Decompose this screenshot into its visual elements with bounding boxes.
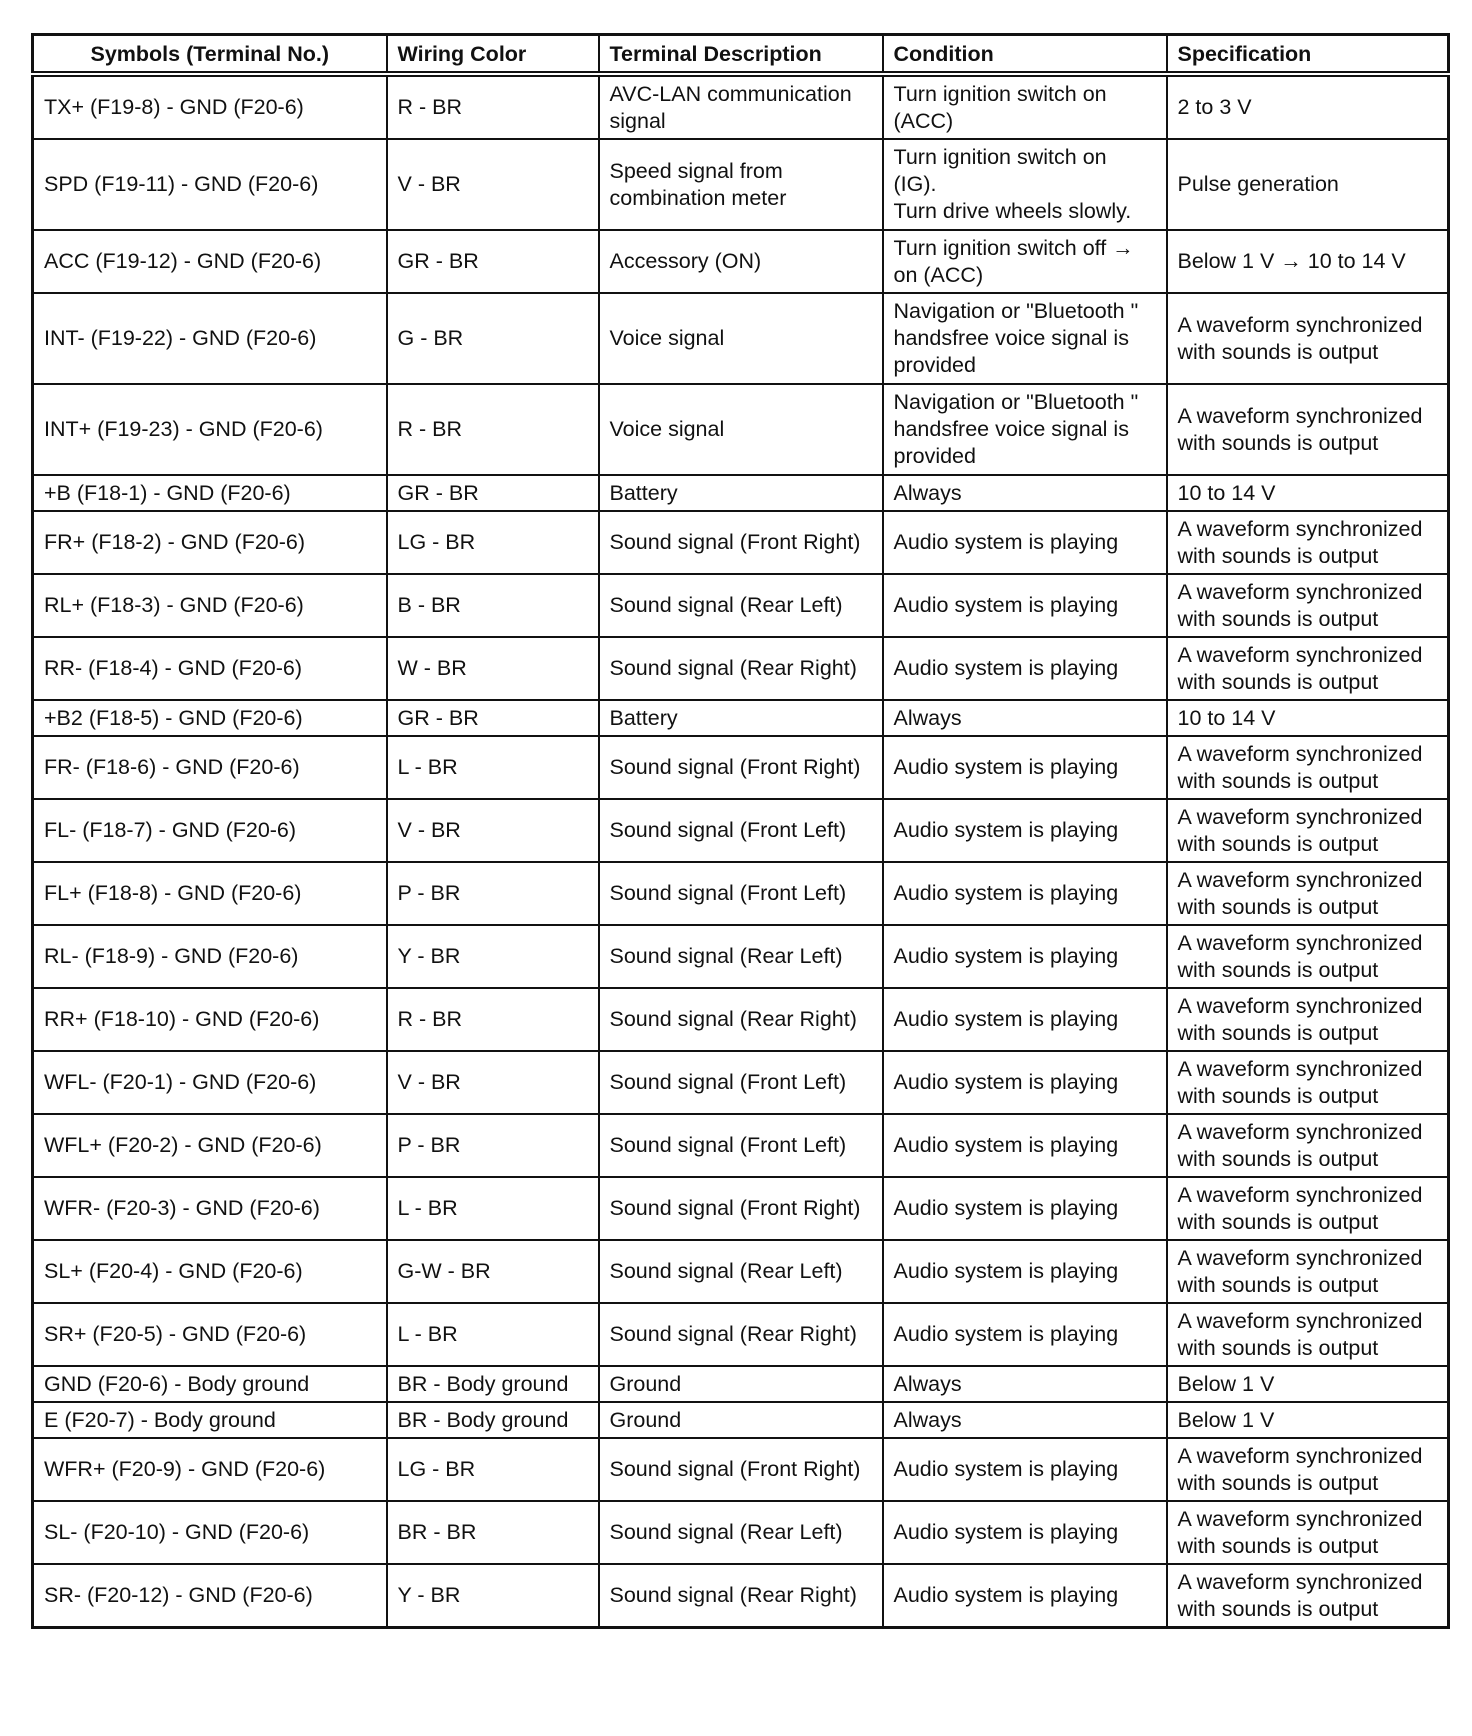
cell-condition: Turn ignition switch on (IG). Turn drive wheels slowly.	[883, 139, 1167, 230]
cell-condition: Audio system is playing	[883, 1303, 1167, 1366]
cell-condition: Audio system is playing	[883, 574, 1167, 637]
cell-symbols: FL- (F18-7) - GND (F20-6)	[33, 799, 387, 862]
header-specification: Specification	[1167, 35, 1449, 75]
cell-condition: Turn ignition switch on (ACC)	[883, 74, 1167, 139]
cell-wiring-color: W - BR	[387, 637, 599, 700]
table-row	[33, 736, 1449, 799]
cell-specification: A waveform synchronized with sounds is output	[1167, 1438, 1449, 1501]
cell-specification: A waveform synchronized with sounds is output	[1167, 637, 1449, 700]
cell-condition: Audio system is playing	[883, 637, 1167, 700]
cell-specification: 10 to 14 V	[1167, 475, 1449, 511]
cell-symbols: SL+ (F20-4) - GND (F20-6)	[33, 1240, 387, 1303]
table-row	[33, 293, 1449, 384]
cell-symbols: ACC (F19-12) - GND (F20-6)	[33, 230, 387, 293]
cell-symbols: INT+ (F19-23) - GND (F20-6)	[33, 384, 387, 475]
cell-symbols: +B2 (F18-5) - GND (F20-6)	[33, 700, 387, 736]
cell-symbols: SR- (F20-12) - GND (F20-6)	[33, 1564, 387, 1628]
cell-specification: A waveform synchronized with sounds is output	[1167, 1303, 1449, 1366]
cell-condition: Audio system is playing	[883, 736, 1167, 799]
cell-wiring-color: Y - BR	[387, 1564, 599, 1628]
cell-wiring-color: LG - BR	[387, 1438, 599, 1501]
table-row	[33, 1501, 1449, 1564]
cell-terminal-description: Sound signal (Front Right)	[599, 1438, 883, 1501]
cell-condition: Audio system is playing	[883, 1240, 1167, 1303]
table-row	[33, 139, 1449, 230]
header-symbols: Symbols (Terminal No.)	[33, 35, 387, 75]
cell-terminal-description: Sound signal (Front Right)	[599, 511, 883, 574]
cell-condition: Always	[883, 700, 1167, 736]
table-row	[33, 230, 1449, 293]
cell-condition: Audio system is playing	[883, 511, 1167, 574]
cell-condition: Always	[883, 1366, 1167, 1402]
cell-wiring-color: GR - BR	[387, 475, 599, 511]
cell-wiring-color: R - BR	[387, 988, 599, 1051]
cell-condition: Audio system is playing	[883, 1564, 1167, 1628]
cell-symbols: SL- (F20-10) - GND (F20-6)	[33, 1501, 387, 1564]
table-row	[33, 511, 1449, 574]
cell-specification: A waveform synchronized with sounds is output	[1167, 988, 1449, 1051]
table-row	[33, 1366, 1449, 1402]
cell-symbols: FL+ (F18-8) - GND (F20-6)	[33, 862, 387, 925]
cell-symbols: GND (F20-6) - Body ground	[33, 1366, 387, 1402]
cell-specification: A waveform synchronized with sounds is output	[1167, 511, 1449, 574]
table-row	[33, 862, 1449, 925]
cell-symbols: FR- (F18-6) - GND (F20-6)	[33, 736, 387, 799]
cell-terminal-description: Sound signal (Front Left)	[599, 1114, 883, 1177]
cell-wiring-color: R - BR	[387, 384, 599, 475]
cell-specification: A waveform synchronized with sounds is output	[1167, 574, 1449, 637]
cell-specification: A waveform synchronized with sounds is output	[1167, 1564, 1449, 1628]
cell-symbols: RL+ (F18-3) - GND (F20-6)	[33, 574, 387, 637]
cell-specification: 10 to 14 V	[1167, 700, 1449, 736]
cell-symbols: RR- (F18-4) - GND (F20-6)	[33, 637, 387, 700]
cell-terminal-description: Voice signal	[599, 384, 883, 475]
cell-terminal-description: Sound signal (Rear Right)	[599, 988, 883, 1051]
cell-terminal-description: Sound signal (Rear Right)	[599, 1303, 883, 1366]
table-row	[33, 1438, 1449, 1501]
cell-wiring-color: Y - BR	[387, 925, 599, 988]
cell-wiring-color: G - BR	[387, 293, 599, 384]
cell-wiring-color: R - BR	[387, 74, 599, 139]
cell-condition: Audio system is playing	[883, 988, 1167, 1051]
cell-terminal-description: AVC-LAN communication signal	[599, 74, 883, 139]
cell-specification: Below 1 V → 10 to 14 V	[1167, 230, 1449, 293]
cell-specification: A waveform synchronized with sounds is output	[1167, 862, 1449, 925]
cell-specification: A waveform synchronized with sounds is output	[1167, 1177, 1449, 1240]
cell-specification: 2 to 3 V	[1167, 74, 1449, 139]
cell-condition: Navigation or "Bluetooth " handsfree voice signal is provided	[883, 384, 1167, 475]
cell-specification: A waveform synchronized with sounds is output	[1167, 736, 1449, 799]
cell-wiring-color: B - BR	[387, 574, 599, 637]
cell-symbols: TX+ (F19-8) - GND (F20-6)	[33, 74, 387, 139]
cell-terminal-description: Sound signal (Front Left)	[599, 862, 883, 925]
cell-terminal-description: Sound signal (Rear Right)	[599, 1564, 883, 1628]
cell-condition: Audio system is playing	[883, 1501, 1167, 1564]
cell-terminal-description: Battery	[599, 475, 883, 511]
cell-terminal-description: Sound signal (Front Right)	[599, 736, 883, 799]
cell-wiring-color: L - BR	[387, 1177, 599, 1240]
cell-wiring-color: V - BR	[387, 1051, 599, 1114]
cell-wiring-color: BR - BR	[387, 1501, 599, 1564]
cell-wiring-color: P - BR	[387, 862, 599, 925]
cell-specification: A waveform synchronized with sounds is output	[1167, 1114, 1449, 1177]
cell-condition: Audio system is playing	[883, 1438, 1167, 1501]
cell-terminal-description: Ground	[599, 1366, 883, 1402]
cell-terminal-description: Sound signal (Rear Left)	[599, 574, 883, 637]
cell-wiring-color: GR - BR	[387, 230, 599, 293]
cell-condition: Audio system is playing	[883, 862, 1167, 925]
cell-specification: Pulse generation	[1167, 139, 1449, 230]
cell-symbols: RR+ (F18-10) - GND (F20-6)	[33, 988, 387, 1051]
table-body	[33, 74, 1449, 1628]
cell-symbols: WFL- (F20-1) - GND (F20-6)	[33, 1051, 387, 1114]
cell-terminal-description: Accessory (ON)	[599, 230, 883, 293]
cell-specification: Below 1 V	[1167, 1402, 1449, 1438]
cell-terminal-description: Sound signal (Front Left)	[599, 1051, 883, 1114]
cell-terminal-description: Speed signal from combination meter	[599, 139, 883, 230]
table-row	[33, 1303, 1449, 1366]
cell-wiring-color: BR - Body ground	[387, 1366, 599, 1402]
cell-symbols: WFR+ (F20-9) - GND (F20-6)	[33, 1438, 387, 1501]
cell-wiring-color: P - BR	[387, 1114, 599, 1177]
cell-terminal-description: Sound signal (Front Left)	[599, 799, 883, 862]
cell-wiring-color: GR - BR	[387, 700, 599, 736]
table-row	[33, 475, 1449, 511]
cell-wiring-color: G-W - BR	[387, 1240, 599, 1303]
cell-symbols: RL- (F18-9) - GND (F20-6)	[33, 925, 387, 988]
cell-wiring-color: LG - BR	[387, 511, 599, 574]
cell-terminal-description: Sound signal (Rear Left)	[599, 1501, 883, 1564]
cell-specification: A waveform synchronized with sounds is output	[1167, 799, 1449, 862]
table-row	[33, 1240, 1449, 1303]
table-row	[33, 1177, 1449, 1240]
terminal-spec-table	[31, 33, 1450, 1629]
table-row	[33, 1051, 1449, 1114]
cell-symbols: WFL+ (F20-2) - GND (F20-6)	[33, 1114, 387, 1177]
cell-specification: A waveform synchronized with sounds is output	[1167, 1051, 1449, 1114]
cell-condition: Audio system is playing	[883, 799, 1167, 862]
cell-terminal-description: Sound signal (Rear Left)	[599, 1240, 883, 1303]
header-wiring-color: Wiring Color	[387, 35, 599, 75]
cell-condition: Always	[883, 475, 1167, 511]
cell-terminal-description: Sound signal (Front Right)	[599, 1177, 883, 1240]
cell-specification: A waveform synchronized with sounds is output	[1167, 1240, 1449, 1303]
table-row	[33, 574, 1449, 637]
cell-symbols: +B (F18-1) - GND (F20-6)	[33, 475, 387, 511]
header-terminal-description: Terminal Description	[599, 35, 883, 75]
cell-wiring-color: L - BR	[387, 736, 599, 799]
table-row	[33, 988, 1449, 1051]
cell-specification: A waveform synchronized with sounds is output	[1167, 293, 1449, 384]
cell-condition: Audio system is playing	[883, 925, 1167, 988]
cell-specification: Below 1 V	[1167, 1366, 1449, 1402]
cell-symbols: SR+ (F20-5) - GND (F20-6)	[33, 1303, 387, 1366]
cell-symbols: INT- (F19-22) - GND (F20-6)	[33, 293, 387, 384]
table-header-row	[33, 35, 1449, 75]
cell-condition: Navigation or "Bluetooth " handsfree voice signal is provided	[883, 293, 1167, 384]
table-row	[33, 384, 1449, 475]
table-row	[33, 1564, 1449, 1628]
cell-terminal-description: Ground	[599, 1402, 883, 1438]
cell-terminal-description: Sound signal (Rear Left)	[599, 925, 883, 988]
header-condition: Condition	[883, 35, 1167, 75]
table-row	[33, 1402, 1449, 1438]
cell-wiring-color: V - BR	[387, 799, 599, 862]
table-row	[33, 1114, 1449, 1177]
cell-specification: A waveform synchronized with sounds is output	[1167, 1501, 1449, 1564]
table-row	[33, 700, 1449, 736]
cell-condition: Audio system is playing	[883, 1051, 1167, 1114]
cell-terminal-description: Sound signal (Rear Right)	[599, 637, 883, 700]
cell-wiring-color: V - BR	[387, 139, 599, 230]
cell-specification: A waveform synchronized with sounds is output	[1167, 925, 1449, 988]
cell-symbols: SPD (F19-11) - GND (F20-6)	[33, 139, 387, 230]
cell-symbols: FR+ (F18-2) - GND (F20-6)	[33, 511, 387, 574]
table-row	[33, 74, 1449, 139]
cell-condition: Audio system is playing	[883, 1114, 1167, 1177]
table-row	[33, 637, 1449, 700]
cell-symbols: E (F20-7) - Body ground	[33, 1402, 387, 1438]
cell-condition: Audio system is playing	[883, 1177, 1167, 1240]
table-row	[33, 925, 1449, 988]
cell-symbols: WFR- (F20-3) - GND (F20-6)	[33, 1177, 387, 1240]
cell-specification: A waveform synchronized with sounds is output	[1167, 384, 1449, 475]
cell-terminal-description: Voice signal	[599, 293, 883, 384]
cell-terminal-description: Battery	[599, 700, 883, 736]
cell-wiring-color: BR - Body ground	[387, 1402, 599, 1438]
cell-condition: Always	[883, 1402, 1167, 1438]
cell-wiring-color: L - BR	[387, 1303, 599, 1366]
table-row	[33, 799, 1449, 862]
cell-condition: Turn ignition switch off → on (ACC)	[883, 230, 1167, 293]
